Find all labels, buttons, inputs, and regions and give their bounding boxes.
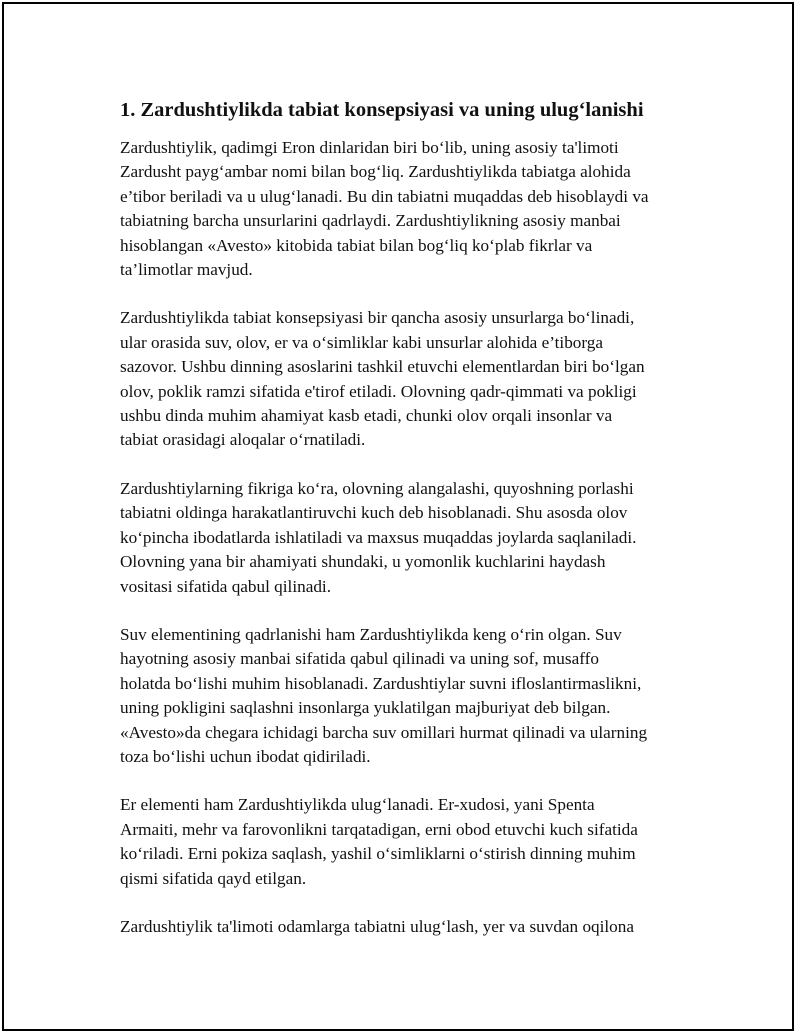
- text-line: ko‘riladi. Erni pokiza saqlash, yashil o‘simliklarni o‘stirish dinning muhim: [120, 844, 636, 864]
- paragraph: [120, 136, 704, 282]
- text-line: sazovor. Ushbu dinning asoslarini tashkil etuvchi elementlardan biri bo‘lgan: [120, 357, 645, 377]
- text-line: tabiat orasidagi aloqalar o‘rnatiladi.: [120, 430, 366, 450]
- paragraph: [120, 793, 704, 891]
- text-line: Zardushtiylik, qadimgi Eron dinlaridan biri bo‘lib, uning asosiy ta'limoti: [120, 138, 619, 157]
- text-line: Suv elementining qadrlanishi ham Zardushtiylikda keng o‘rin olgan. Suv: [120, 624, 622, 644]
- text-line: Zardushtiylarning fikriga ko‘ra, olovning alangalashi, quyoshning porlashi: [120, 478, 634, 498]
- text-line: toza bo‘lishi uchun ibodat qidiriladi.: [120, 746, 371, 766]
- text-line: Armaiti, mehr va farovonlikni tarqatadigan, erni obod etuvchi kuch sifatida: [120, 819, 638, 839]
- text-line: hayotning asosiy manbai sifatida qabul qilinadi va uning sof, musaffo: [120, 649, 599, 669]
- text-line: e’tibor beriladi va u ulug‘lanadi. Bu din tabiatni muqaddas deb hisoblaydi va: [120, 186, 649, 206]
- text-line: olov, poklik ramzi sifatida e'tirof etiladi. Olovning qadr-qimmati va pokligi: [120, 381, 637, 401]
- text-line: ta’limotlar mavjud.: [120, 260, 253, 280]
- text-line: ushbu dinda muhim ahamiyat kasb etadi, chunki olov orqali insonlar va: [120, 406, 613, 426]
- paragraph: [120, 306, 704, 452]
- text-line: holatda bo‘lishi muhim hisoblanadi. Zardushtiylar suvni ifloslantirmaslikni,: [120, 673, 642, 693]
- paragraph-list: [120, 136, 704, 939]
- text-line: Er elementi ham Zardushtiylikda ulug‘lanadi. Er-xudosi, yani Spenta: [120, 795, 595, 815]
- text-line: vositasi sifatida qabul qilinadi.: [120, 576, 331, 596]
- text-line: hisoblangan «Avesto» kitobida tabiat bilan bog‘liq ko‘plab fikrlar va: [120, 235, 593, 255]
- text-line: Zardushtiylik ta'limoti odamlarga tabiatni ulug‘lash, yer va suvdan oqilona: [120, 916, 634, 936]
- section-heading: 1. Zardushtiylikda tabiat konsepsiyasi va uning ulug‘lanishi: [120, 99, 644, 121]
- text-line: ko‘pincha ibodatlarda ishlatiladi va maxsus muqaddas joylarda saqlaniladi.: [120, 527, 637, 547]
- text-line: Olovning yana bir ahamiyati shundaki, u yomonlik kuchlarini haydash: [120, 552, 606, 572]
- page-frame: [2, 2, 794, 1031]
- text-line: «Avesto»da chegara ichidagi barcha suv omillari hurmat qilinadi va ularning: [120, 722, 648, 742]
- text-line: uning pokligini saqlashni insonlarga yuklatilgan majburiyat deb bilgan.: [120, 698, 611, 718]
- text-line: tabiatni oldinga harakatlantiruvchi kuch deb hisoblanadi. Shu asosda olov: [120, 503, 628, 523]
- paragraph: [120, 915, 704, 939]
- paragraph: [120, 623, 704, 769]
- paragraph: [120, 477, 704, 599]
- text-line: tabiatning barcha unsurlarini qadrlaydi. Zardushtiylikning asosiy manbai: [120, 211, 621, 231]
- text-line: ular orasida suv, olov, er va o‘simliklar kabi unsurlar alohida e’tiborga: [120, 332, 604, 352]
- text-line: qismi sifatida qayd etilgan.: [120, 868, 307, 888]
- text-line: Zardusht payg‘ambar nomi bilan bog‘liq. Zardushtiylikda tabiatga alohida: [120, 162, 631, 182]
- document-body: [120, 97, 704, 963]
- text-line: Zardushtiylikda tabiat konsepsiyasi bir qancha asosiy unsurlarga bo‘linadi,: [120, 308, 635, 328]
